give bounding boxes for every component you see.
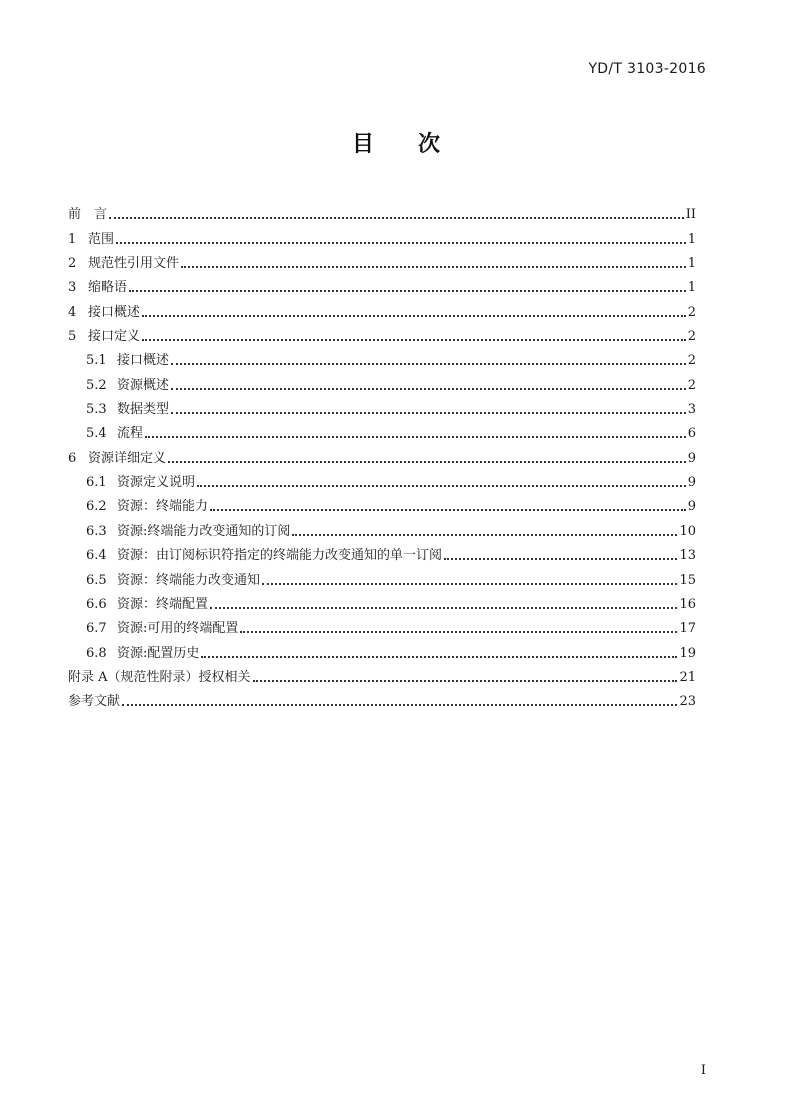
toc-entry-number: 6 [68,450,77,466]
dot-leader [201,656,677,658]
dot-leader [197,485,686,487]
toc-entry-page: 2 [687,304,696,320]
dot-leader [142,339,686,341]
toc-entry-label: 数据类型 [117,402,170,418]
toc-entry[interactable] [68,589,696,613]
toc-entry[interactable] [68,467,696,491]
toc-entry-number: 6.1 [86,475,107,491]
toc-entry-number: 6.8 [86,645,107,661]
dot-leader [292,534,677,536]
toc-entry[interactable] [68,515,696,539]
dot-leader [171,388,686,390]
toc-entry-page: 21 [679,669,696,685]
toc-entry-label: 资源：由订阅标识符指定的终端能力改变通知的单一订阅 [117,548,443,564]
page-number: I [700,1063,706,1078]
dot-leader [116,242,686,244]
dot-leader [181,266,686,268]
toc-entry-number: 5.3 [86,402,107,418]
dot-leader [145,436,686,438]
toc-entry-label: 资源:配置历史 [117,645,200,661]
toc-entry[interactable] [68,199,696,223]
dot-leader [142,315,686,317]
toc-entry-page: 15 [679,572,696,588]
dot-leader [262,583,677,585]
toc-entry-number: 6.5 [86,572,107,588]
toc-entry[interactable] [68,418,696,442]
toc-entry[interactable] [68,394,696,418]
dot-leader [168,461,686,463]
toc-entry[interactable] [68,564,696,588]
dot-leader [253,680,678,682]
toc-entry-label: 资源:可用的终端配置 [117,621,239,637]
toc-entry[interactable] [68,613,696,637]
toc-entry-page: 19 [679,645,696,661]
toc-entry[interactable] [68,662,696,686]
toc-entry[interactable] [68,369,696,393]
toc-entry-label: 接口定义 [88,329,141,345]
toc-entry-label: 资源：终端能力改变通知 [117,572,261,588]
toc-entry[interactable] [68,637,696,661]
toc-entry-number: 3 [68,280,77,296]
toc-entry-number: 5.1 [86,353,107,369]
dot-leader [444,558,677,560]
toc-entry-number: 2 [68,256,77,272]
toc-entry-number: 6.2 [86,499,107,515]
toc-entry-number: 6.6 [86,596,107,612]
toc-entry-page: 17 [679,621,696,637]
toc-entry[interactable] [68,248,696,272]
toc-entry-number: 5.2 [86,377,107,393]
toc-entry-label: 接口概述 [88,304,141,320]
standard-code: YD/T 3103-2016 [588,61,706,77]
toc-entry-page: 23 [679,694,696,710]
toc-entry-label: 资源概述 [117,377,170,393]
toc-entry-number: 6.4 [86,548,107,564]
toc-entry-page: 2 [687,353,696,369]
toc-entry[interactable] [68,442,696,466]
toc-entry-label: 资源：终端配置 [117,596,209,612]
toc-entry-page: 10 [679,523,696,539]
toc-entry[interactable] [68,686,696,710]
toc-entry-number: 5.4 [86,426,107,442]
toc-entry-page: 16 [679,596,696,612]
dot-leader [171,363,686,365]
toc-entry[interactable] [68,272,696,296]
dot-leader [210,509,686,511]
toc-entry-label: 资源详细定义 [88,450,167,466]
dot-leader [122,704,677,706]
toc-entry-page: 1 [687,231,696,247]
toc-entry[interactable] [68,540,696,564]
toc-entry-label: 前 言 [68,207,108,223]
toc-entry-label: 资源定义说明 [117,475,196,491]
toc-entry-label: 接口概述 [117,353,170,369]
dot-leader [240,631,677,633]
dot-leader [109,217,684,219]
toc-entry-number: 6.7 [86,621,107,637]
toc-entry-page: 9 [687,475,696,491]
toc-entry-number: 1 [68,231,77,247]
toc-entry-label: 资源：终端能力 [117,499,209,515]
dot-leader [129,290,686,292]
toc-entry-number: 6.3 [86,523,107,539]
toc-entry-number: 4 [68,304,77,320]
toc-entry-page: 2 [687,377,696,393]
toc-entry-label: 范围 [88,231,115,247]
toc-entry-page: 13 [679,548,696,564]
page-title: 目次 [351,132,484,157]
toc-entry-page: 3 [687,402,696,418]
toc-entry-label: 参考文献 [68,694,121,710]
toc-entry[interactable] [68,223,696,247]
toc-entry-number: 5 [68,329,77,345]
table-of-contents [68,199,696,710]
dot-leader [171,412,686,414]
dot-leader [210,607,677,609]
toc-entry-page: 6 [687,426,696,442]
toc-entry-page: 9 [687,450,696,466]
toc-entry[interactable] [68,296,696,320]
toc-entry-label: 缩略语 [88,280,128,296]
toc-entry[interactable] [68,491,696,515]
toc-entry-label: 资源:终端能力改变通知的订阅 [117,523,291,539]
toc-entry-page: 1 [687,280,696,296]
toc-entry-label: 规范性引用文件 [88,256,180,272]
toc-entry[interactable] [68,321,696,345]
toc-entry-page: 1 [687,256,696,272]
toc-entry-page: II [685,207,696,223]
toc-entry-label: 附录 A（规范性附录）授权相关 [68,669,251,685]
toc-entry-page: 2 [687,329,696,345]
toc-entry-page: 9 [687,499,696,515]
toc-entry[interactable] [68,345,696,369]
toc-entry-label: 流程 [117,426,144,442]
